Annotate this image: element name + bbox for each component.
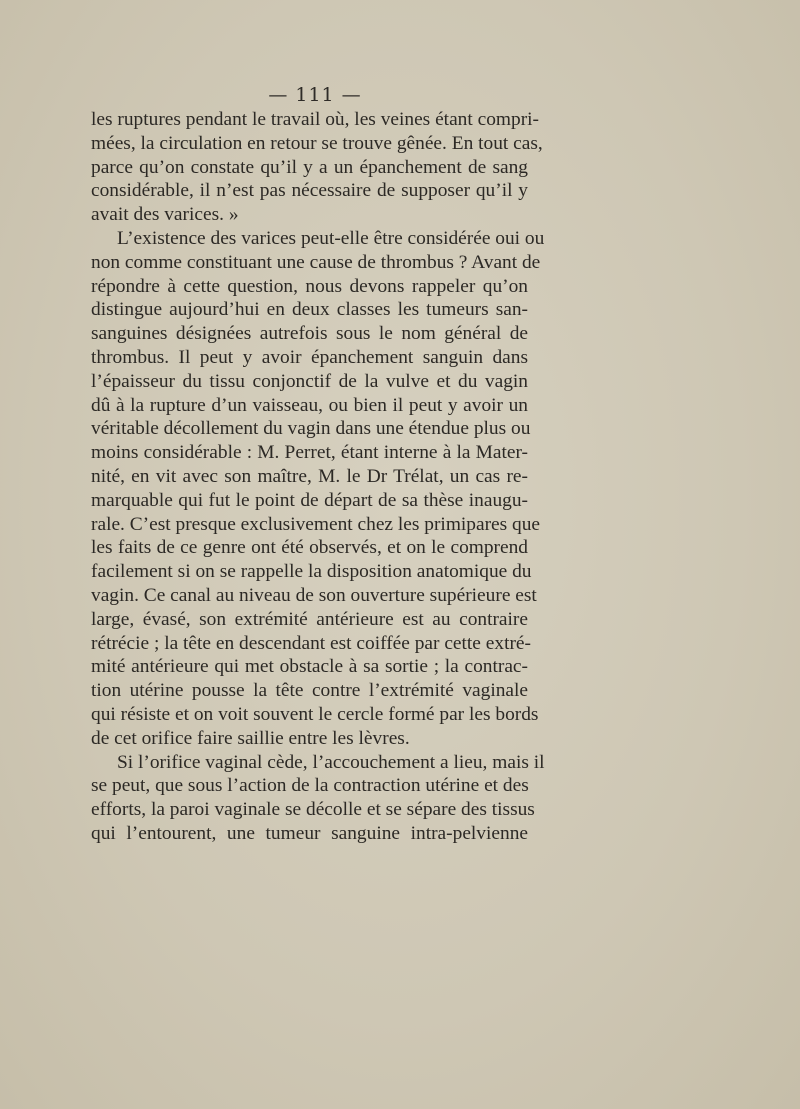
text-line: avait des varices. » (91, 204, 239, 226)
text-line: moins considérable : M. Perret, étant interne à la Mater- (91, 442, 528, 464)
text-line: non comme constituant une cause de thrombus ? Avant de (91, 251, 541, 273)
text-line: sanguines désignées autrefois sous le nom général de (91, 323, 528, 345)
page-number: — 111 — (268, 84, 362, 106)
text-line: se peut, que sous l’action de la contraction utérine et des (91, 775, 529, 797)
text-line: les faits de ce genre ont été observés, et on le comprend (91, 537, 528, 559)
text-line: marquable qui fut le point de départ de sa thèse inaugu- (91, 489, 528, 511)
text-line: qui résiste et on voit souvent le cercle formé par les bords (91, 703, 539, 725)
text-line: dû à la rupture d’un vaisseau, ou bien il peut y avoir un (91, 394, 528, 416)
text-line: de cet orifice faire saillie entre les lèvres. (91, 727, 410, 749)
text-line: nité, en vit avec son maître, M. le Dr Trélat, un cas re- (91, 465, 528, 487)
text-line: parce qu’on constate qu’il y a un épanchement de sang (91, 156, 528, 178)
text-line: répondre à cette question, nous devons rappeler qu’on (91, 275, 528, 297)
text-line: l’épaisseur du tissu conjonctif de la vulve et du vagin (91, 370, 528, 392)
text-line: mées, la circulation en retour se trouve gênée. En tout cas, (91, 132, 543, 154)
text-line: large, évasé, son extrémité antérieure est au contraire (91, 608, 528, 630)
body-text (91, 108, 545, 846)
text-line: rale. C’est presque exclusivement chez les primipares que (91, 513, 541, 535)
text-line: mité antérieure qui met obstacle à sa sortie ; la contrac- (91, 656, 528, 678)
text-line: L’existence des varices peut-elle être considérée oui ou (117, 227, 545, 249)
text-line: tion utérine pousse la tête contre l’extrémité vaginale (91, 680, 528, 702)
text-line: Si l’orifice vaginal cède, l’accouchement a lieu, mais il (117, 751, 545, 773)
text-line: rétrécie ; la tête en descendant est coiffée par cette extré- (91, 632, 531, 654)
text-line: les ruptures pendant le travail où, les veines étant compri- (91, 109, 539, 130)
text-line: vagin. Ce canal au niveau de son ouverture supérieure est (91, 584, 537, 606)
text-line: véritable décollement du vagin dans une étendue plus ou (91, 418, 531, 440)
text-line: distingue aujourd’hui en deux classes les tumeurs san- (91, 299, 528, 321)
text-line: qui l’entourent, une tumeur sanguine intra-pelvienne (91, 822, 528, 844)
text-line: thrombus. Il peut y avoir épanchement sanguin dans (91, 346, 528, 368)
text-line: facilement si on se rappelle la disposition anatomique du (91, 561, 532, 583)
text-line: considérable, il n’est pas nécessaire de supposer qu’il y (91, 180, 528, 202)
text-line: efforts, la paroi vaginale se décolle et se sépare des tissus (91, 799, 535, 821)
